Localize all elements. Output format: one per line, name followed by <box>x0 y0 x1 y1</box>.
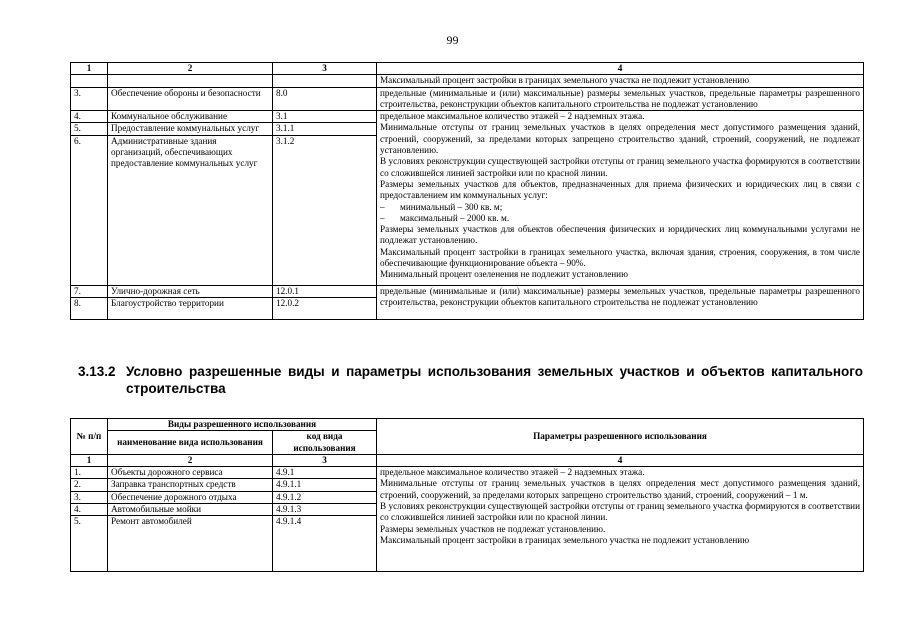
table-row <box>71 75 864 87</box>
use-code: 3.1.1 <box>273 123 377 135</box>
page-number: 99 <box>446 33 459 47</box>
header-group: Виды разрешенного использования <box>108 419 377 431</box>
column-number: 3 <box>273 63 377 75</box>
permitted-uses-table-continued <box>70 62 864 320</box>
row-number: 1. <box>71 467 108 479</box>
use-name: Улично-дорожная сеть <box>108 285 273 297</box>
row-number: 5. <box>71 516 108 572</box>
param-paragraph: Минимальные отступы от границ земельных участков в целях определения мест допустимого размещения зданий, строений, сооружений, за пределами которых запрещено строительство зданий, строений, сооружений – 1 м. <box>380 478 860 500</box>
row-number: 3. <box>71 87 108 111</box>
column-number: 3 <box>273 454 377 466</box>
row-number: 7. <box>71 285 108 297</box>
row-number: 5. <box>71 123 108 135</box>
table-row <box>71 467 864 479</box>
section-number: 3.13.2 <box>78 364 116 379</box>
use-code: 4.9.1 <box>273 467 377 479</box>
param-paragraph: Максимальный процент застройки в границах земельного участка, включая здания, строения, сооружения, в том числе обеспечивающие функционирование объекта – 90%. <box>380 246 860 269</box>
header-num: № п/п <box>71 419 108 455</box>
conditional-uses-table <box>70 418 864 572</box>
params-cell: предельные (минимальные и (или) максимальные) размеры земельных участков, предельные параметры разрешенного строительства, реконструкции объектов капитального строительства не подлежат установлению <box>377 285 864 319</box>
table-row <box>71 87 864 111</box>
bullet-item: – минимальный – 300 кв. м; <box>380 201 503 212</box>
use-code: 4.9.1.1 <box>273 479 377 491</box>
column-number: 1 <box>71 63 108 75</box>
section-heading <box>78 363 863 397</box>
param-paragraph: Размеры земельных участков не подлежат установлению. <box>380 523 606 534</box>
use-name: Ремонт автомобилей <box>108 516 273 572</box>
param-paragraph: предельное максимальное количество этажей – 2 надземных этажа. <box>380 111 645 122</box>
header-params: Параметры разрешенного использования <box>377 419 864 455</box>
column-number-row <box>71 63 864 75</box>
use-code: 3.1 <box>273 111 377 123</box>
bullet-item: – максимальный – 2000 кв. м. <box>380 212 510 223</box>
column-number: 2 <box>108 63 273 75</box>
use-code: 3.1.2 <box>273 135 377 285</box>
use-code: 12.0.2 <box>273 298 377 320</box>
column-number: 1 <box>71 454 108 466</box>
row-number: 4. <box>71 111 108 123</box>
params-cell <box>377 111 864 286</box>
row-number: 3. <box>71 491 108 503</box>
use-name: Заправка транспортных средств <box>108 479 273 491</box>
header-code: код вида использования <box>273 431 377 455</box>
column-number: 4 <box>377 454 864 466</box>
use-code: 12.0.1 <box>273 285 377 297</box>
column-number: 2 <box>108 454 273 466</box>
use-name: Благоустройство территории <box>108 298 273 320</box>
param-paragraph: В условиях реконструкции существующей застройки отступы от границ земельного участка формируются в соответствии со сложившейся линией застройки или по красной линии. <box>380 156 860 178</box>
param-paragraph: предельное максимальное количество этажей – 2 надземных этажа. <box>380 467 645 478</box>
column-number: 4 <box>377 63 864 75</box>
use-name: Объекты дорожного сервиса <box>108 467 273 479</box>
param-paragraph: Размеры земельных участков для объектов обеспечения физических и юридических лиц коммунальными услугами не подлежат установлению. <box>380 224 860 246</box>
use-name: Административные здания организаций, обеспечивающих предоставление коммунальных услуг <box>108 135 273 285</box>
section-title: Условно разрешенные виды и параметры использования земельных участков и объектов капитального строительства <box>126 364 863 396</box>
param-paragraph: Размеры земельных участков для объектов, предназначенных для приема физических и юридических лиц в связи с предоставлением им коммунальных услуг: <box>380 178 860 201</box>
use-code: 8.0 <box>273 87 377 111</box>
params-cell: Максимальный процент застройки в границах земельного участка не подлежит установлению <box>377 75 864 87</box>
use-name: Обеспечение обороны и безопасности <box>108 87 273 111</box>
dash-bullet: – <box>380 201 385 212</box>
param-paragraph: Максимальный процент застройки в границах земельного участка не подлежит установлению <box>380 534 750 545</box>
use-code: 4.9.1.4 <box>273 516 377 572</box>
param-paragraph: Минимальные отступы от границ земельных участков в целях определения мест допустимого размещения зданий, строений, сооружений, за пределами которых запрещено строительство зданий, строений, сооружений, не подлежат установлению. <box>380 122 860 156</box>
table-row <box>71 111 864 123</box>
param-paragraph: В условиях реконструкции существующей застройки отступы от границ земельного участка формируются в соответствии со сложившейся линией застройки или по красной линии. <box>380 501 860 523</box>
row-number: 2. <box>71 479 108 491</box>
dash-bullet: – <box>380 212 385 223</box>
param-paragraph: Минимальный процент озеленения не подлежит установлению <box>380 269 628 280</box>
params-cell <box>377 467 864 572</box>
use-name: Обеспечение дорожного отдыха <box>108 491 273 503</box>
use-code: 4.9.1.2 <box>273 491 377 503</box>
use-code: 4.9.1.3 <box>273 504 377 516</box>
table-header-row <box>71 419 864 431</box>
table-row <box>71 285 864 297</box>
row-number: 8. <box>71 298 108 320</box>
row-number: 6. <box>71 135 108 285</box>
use-name: Автомобильные мойки <box>108 504 273 516</box>
column-number-row <box>71 454 864 466</box>
use-name: Предоставление коммунальных услуг <box>108 123 273 135</box>
row-number: 4. <box>71 504 108 516</box>
use-name: Коммунальное обслуживание <box>108 111 273 123</box>
header-name: наименование вида использования <box>108 431 273 455</box>
params-cell: предельные (минимальные и (или) максимальные) размеры земельных участков, предельные параметры разрешенного строительства, реконструкции объектов капитального строительства не подлежат установлению <box>377 87 864 111</box>
